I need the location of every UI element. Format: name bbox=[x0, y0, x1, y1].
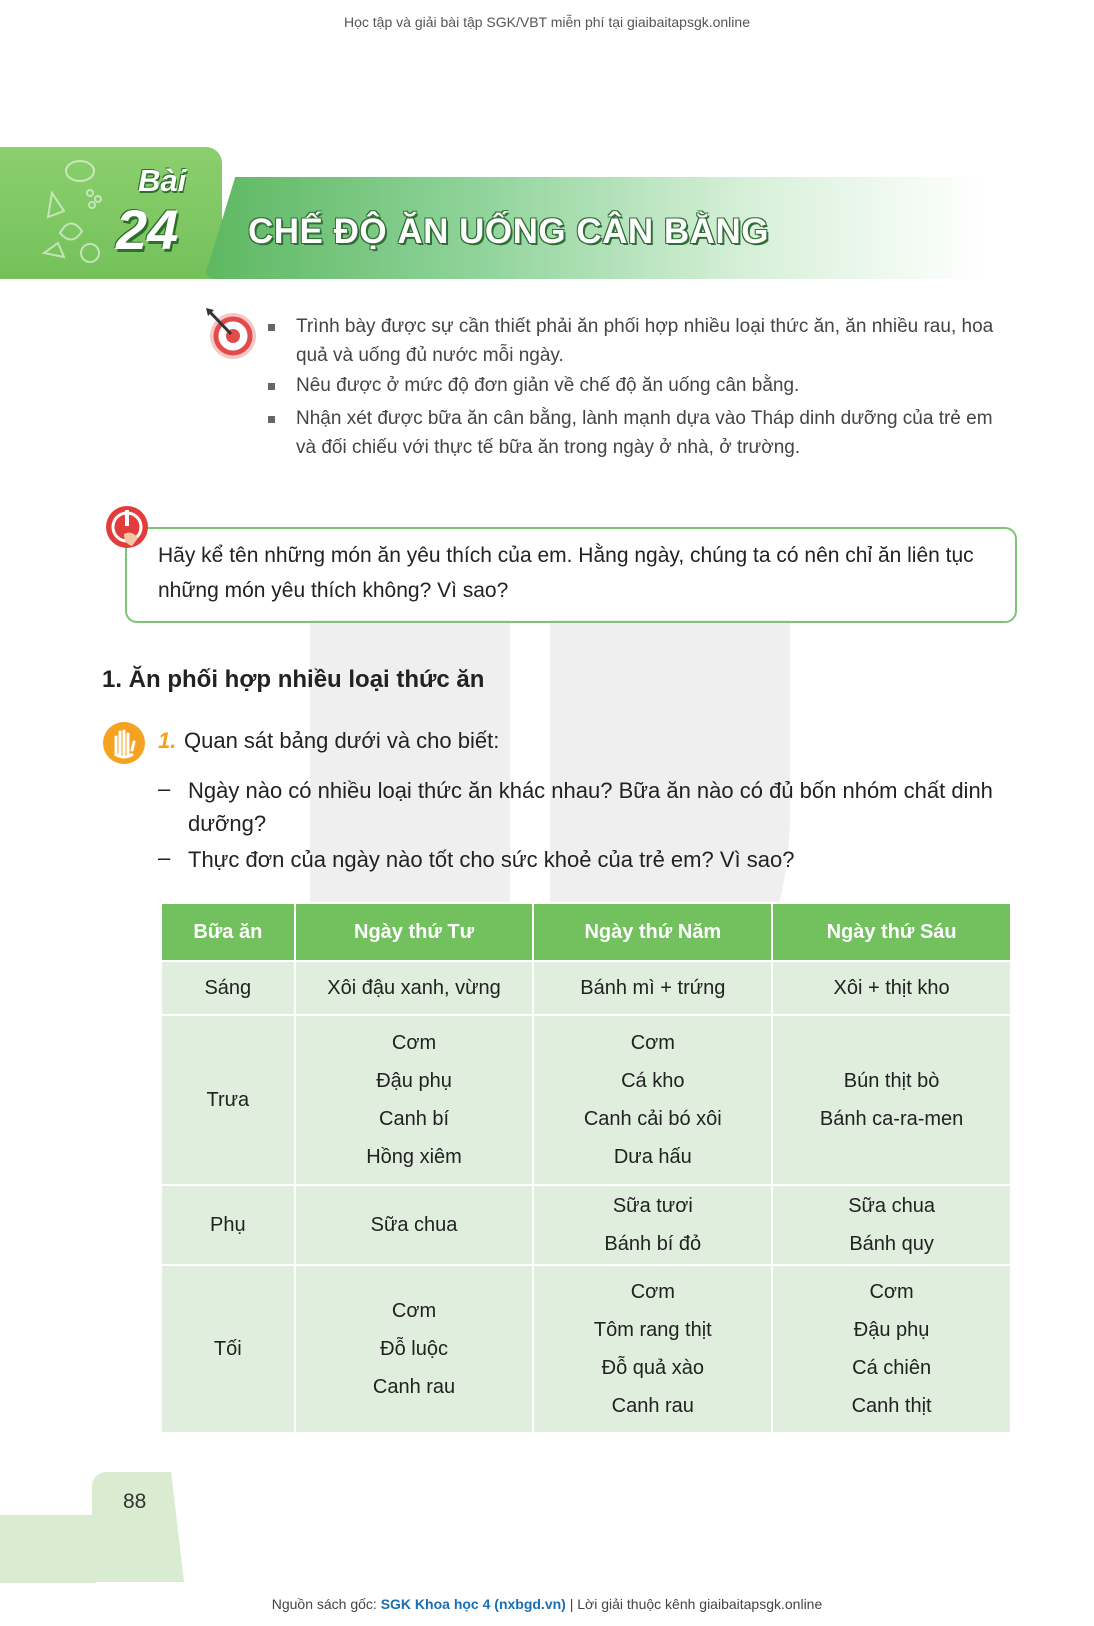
dish-item: Cá kho bbox=[621, 1070, 685, 1092]
dish-item: Sữa chua bbox=[848, 1195, 935, 1217]
meal-label: Sáng bbox=[161, 961, 295, 1015]
dish-item: Bún thịt bò bbox=[843, 1070, 940, 1092]
menu-cell bbox=[772, 961, 1011, 1015]
objective-text: Trình bày được sự cần thiết phải ăn phối hợp nhiều loại thức ăn, ăn nhiều rau, hoa quả và uống đủ nước mỗi ngày. bbox=[296, 316, 994, 366]
menu-cell bbox=[295, 1185, 534, 1265]
footer-book-link[interactable]: SGK Khoa học 4 (nxbgd.vn) bbox=[380, 1596, 566, 1612]
dish-item: Canh rau bbox=[372, 1376, 456, 1398]
page-number: 88 bbox=[123, 1490, 147, 1513]
hand-icon bbox=[101, 720, 147, 766]
menu-cell bbox=[533, 1265, 772, 1433]
dish-item: Cơm bbox=[391, 1300, 437, 1322]
dash: – bbox=[158, 845, 171, 870]
dash: – bbox=[158, 776, 171, 801]
dish-item: Dưa hấu bbox=[613, 1146, 692, 1168]
table-body bbox=[161, 961, 1011, 1433]
column-header: Bữa ăn bbox=[161, 903, 295, 961]
dish-item: Bánh quy bbox=[849, 1233, 934, 1255]
lesson-prefix: Bài bbox=[138, 163, 187, 198]
table-row bbox=[161, 1265, 1011, 1433]
objective-text: Nêu được ở mức độ đơn giản về chế độ ăn uống cân bằng. bbox=[296, 375, 800, 396]
menu-cell bbox=[295, 1265, 534, 1433]
dish-item: Đỗ luộc bbox=[380, 1338, 448, 1360]
meal-label: Trưa bbox=[161, 1015, 295, 1185]
dish-item: Canh thịt bbox=[851, 1395, 932, 1417]
target-icon bbox=[204, 306, 258, 360]
dish-item: Cá chiên bbox=[852, 1357, 932, 1379]
dish-item: Sữa tươi bbox=[612, 1195, 693, 1217]
dish-item: Xôi đậu xanh, vừng bbox=[327, 977, 501, 999]
table-row bbox=[161, 1185, 1011, 1265]
table-row bbox=[161, 961, 1011, 1015]
menu-cell bbox=[533, 1185, 772, 1265]
menu-cell bbox=[772, 1185, 1011, 1265]
warmup-text: Hãy kể tên những món ăn yêu thích của em. Hằng ngày, chúng ta có nên chỉ ăn liên tục những món yêu thích không? Vì sao? bbox=[158, 544, 974, 602]
objective-item bbox=[268, 404, 1018, 462]
section-title: 1. Ăn phối hợp nhiều loại thức ăn bbox=[102, 666, 485, 693]
bullet bbox=[268, 416, 275, 423]
footer bbox=[0, 1596, 1094, 1612]
dish-item: Bánh bí đỏ bbox=[604, 1233, 702, 1255]
question-number: 1. bbox=[158, 728, 177, 753]
objective-item bbox=[268, 371, 1018, 401]
menu-table bbox=[160, 902, 1012, 1434]
menu-cell bbox=[772, 1265, 1011, 1433]
lesson-title: CHẾ ĐỘ ĂN UỐNG CÂN BẰNG bbox=[248, 212, 769, 251]
objective-item bbox=[268, 312, 1018, 370]
power-icon bbox=[104, 504, 150, 550]
dish-item: Đậu phụ bbox=[853, 1319, 930, 1341]
menu-cell bbox=[533, 1015, 772, 1185]
dish-item: Đậu phụ bbox=[376, 1070, 452, 1092]
dish-item: Canh bí bbox=[379, 1108, 450, 1130]
question-item: Ngày nào có nhiều loại thức ăn khác nhau? Bữa ăn nào có đủ bốn nhóm chất dinh dưỡng? bbox=[188, 778, 993, 836]
dish-item: Sữa chua bbox=[370, 1214, 458, 1236]
column-header: Ngày thứ Tư bbox=[295, 903, 534, 961]
column-header: Ngày thứ Sáu bbox=[772, 903, 1011, 961]
dish-item: Bánh mì + trứng bbox=[580, 977, 726, 999]
top-note: Học tập và giải bài tập SGK/VBT miễn phí tại giaibaitapsgk.online bbox=[344, 14, 750, 30]
table-header-row bbox=[161, 903, 1011, 961]
dish-item: Đỗ quả xào bbox=[601, 1357, 704, 1379]
dish-item: Hồng xiêm bbox=[366, 1146, 462, 1168]
footer-suffix: | Lời giải thuộc kênh giaibaitapsgk.online bbox=[569, 1596, 823, 1612]
meal-label: Phụ bbox=[161, 1185, 295, 1265]
dish-item: Xôi + thịt kho bbox=[833, 977, 950, 999]
menu-cell bbox=[295, 961, 534, 1015]
dish-item: Canh rau bbox=[611, 1395, 694, 1417]
menu-cell bbox=[295, 1015, 534, 1185]
dish-item: Cơm bbox=[630, 1281, 675, 1303]
page-tab bbox=[92, 1472, 184, 1582]
table-row bbox=[161, 1015, 1011, 1185]
column-header: Ngày thứ Năm bbox=[533, 903, 772, 961]
dish-item: Tôm rang thịt bbox=[593, 1319, 712, 1341]
dish-item: Cơm bbox=[630, 1032, 675, 1054]
dish-item: Cơm bbox=[391, 1032, 437, 1054]
page-strip bbox=[0, 1515, 96, 1583]
menu-cell bbox=[772, 1015, 1011, 1185]
question-text: Quan sát bảng dưới và cho biết: bbox=[184, 728, 500, 753]
lesson-number-block bbox=[0, 147, 222, 279]
bullet bbox=[268, 324, 275, 331]
dish-item: Bánh ca-ra-men bbox=[819, 1108, 964, 1130]
dish-item: Cơm bbox=[869, 1281, 914, 1303]
dish-item: Canh cải bó xôi bbox=[583, 1108, 722, 1130]
question-item: Thực đơn của ngày nào tốt cho sức khoẻ của trẻ em? Vì sao? bbox=[188, 847, 795, 872]
food-illustration-icon bbox=[30, 153, 130, 273]
footer-prefix: Nguồn sách gốc: bbox=[271, 1596, 377, 1612]
lesson-number: 24 bbox=[116, 198, 179, 261]
bullet bbox=[268, 383, 275, 390]
objective-text: Nhận xét được bữa ăn cân bằng, lành mạnh dựa vào Tháp dinh dưỡng của trẻ em và đối chiếu với thực tế bữa ăn trong ngày ở nhà, ở trường. bbox=[296, 408, 993, 458]
menu-cell bbox=[533, 961, 772, 1015]
meal-label: Tối bbox=[161, 1265, 295, 1433]
